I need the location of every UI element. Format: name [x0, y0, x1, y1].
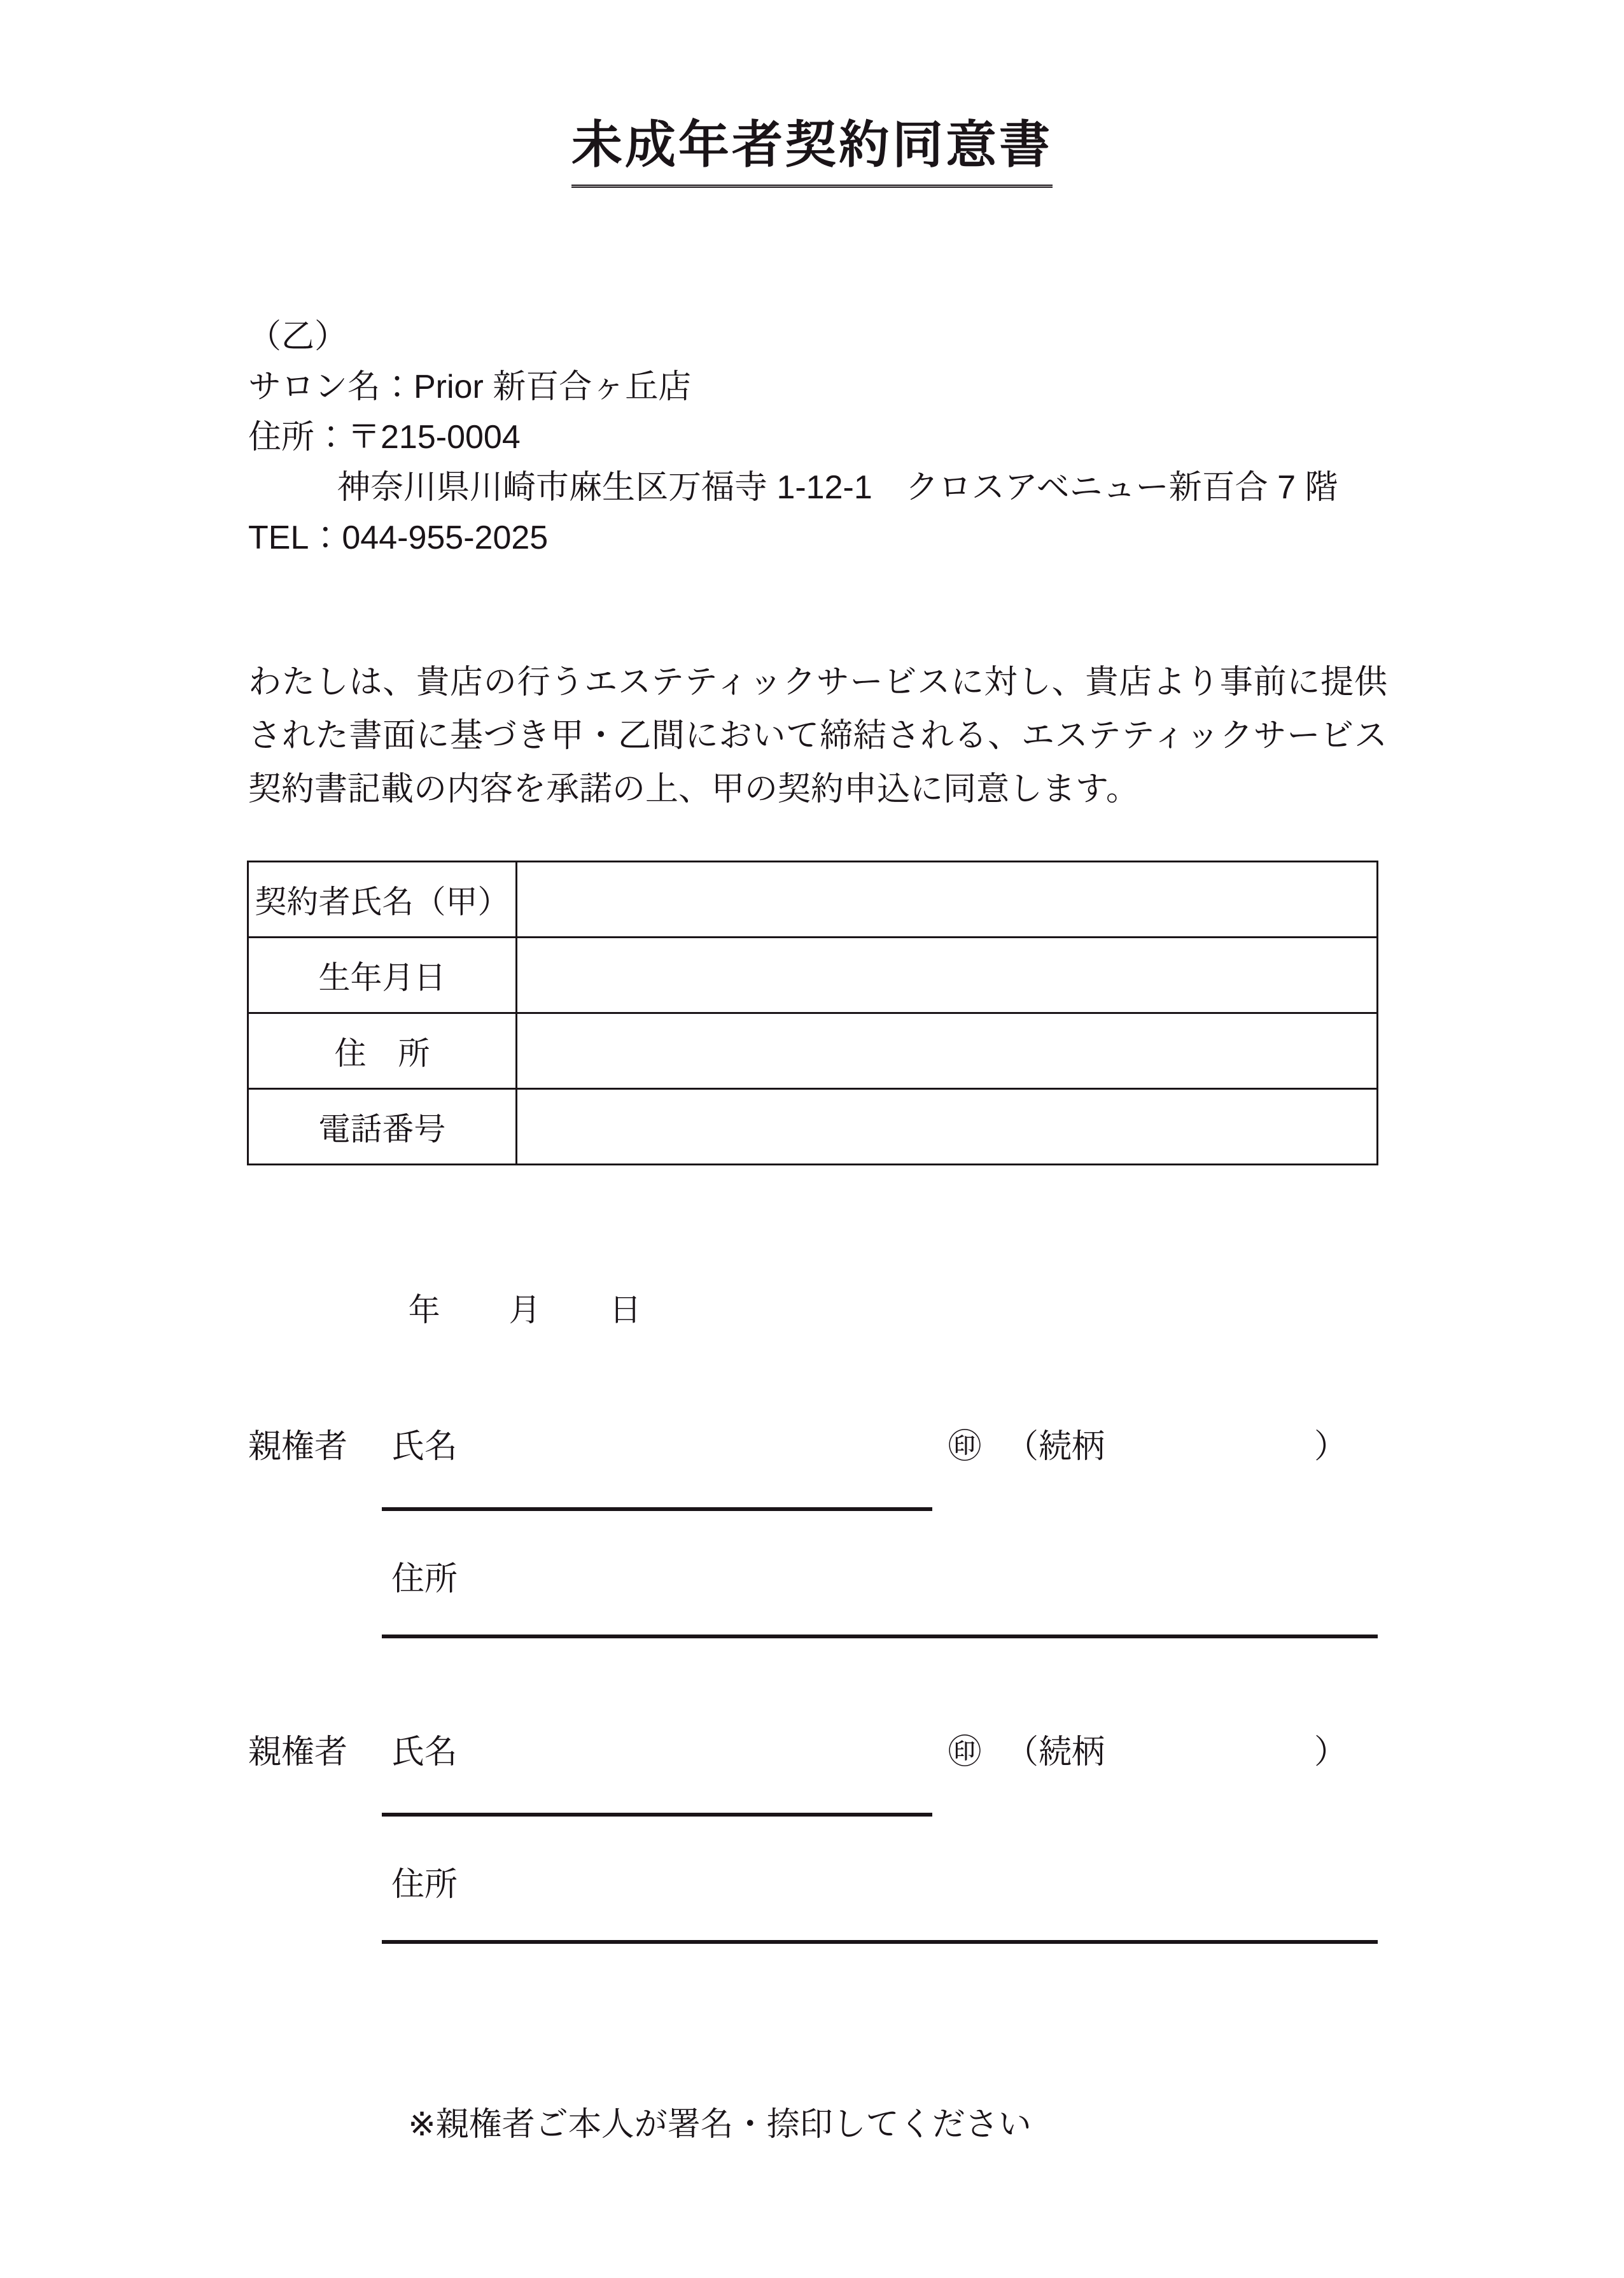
date-entry-line	[248, 1248, 641, 1367]
party-marker: （乙）	[248, 318, 348, 355]
row-label-contractor-name: 契約者氏名（甲）	[248, 862, 517, 938]
guardian-relation-close: ）	[1314, 1428, 1348, 1465]
guardian-block-1	[0, 1419, 1624, 1687]
table-row	[248, 862, 1378, 938]
guardian-address-writing-line[interactable]	[382, 1940, 1378, 1944]
guardian-role-label: 親権者	[248, 1734, 348, 1771]
salon-address-line: 神奈川県川崎市麻生区万福寺 1-12-1 クロスアベニュー新百合 7 階	[337, 469, 1338, 507]
footer-note: ※親権者ご本人が署名・捺印してください	[408, 2106, 1032, 2143]
consent-paragraph: わたしは、貴店の行うエステティックサービスに対し、貴店より事前に提供された書面に基づき甲・乙間において締結される、エステティックサービス契約書記載の内容を承諾の上、甲の契約申込に同意します。	[248, 664, 1387, 808]
guardian-relation-close: ）	[1314, 1734, 1348, 1771]
row-label-birthdate: 生年月日	[248, 938, 517, 1013]
row-value-contractor-name[interactable]	[517, 862, 1378, 938]
guardian-address-label: 住所	[391, 1866, 458, 1903]
date-day-label: 日	[609, 1292, 641, 1328]
contractor-info-table	[247, 861, 1378, 1165]
date-month-label: 月	[508, 1292, 541, 1328]
salon-tel-line: TEL：044-955-2025	[248, 519, 549, 557]
guardian-role-label: 親権者	[248, 1428, 348, 1465]
guardian-block-2	[0, 1725, 1624, 1992]
seal-icon: ㊞	[948, 1734, 982, 1771]
guardian-relation-open: （続柄	[1005, 1734, 1105, 1771]
guardian-address-label: 住所	[391, 1561, 458, 1598]
date-year-label: 年	[408, 1292, 440, 1328]
party-block-otsu	[248, 312, 1338, 563]
salon-postal-line: 住所：〒215-0004	[248, 419, 521, 456]
guardian-relation-open: （続柄	[1005, 1428, 1105, 1465]
row-value-birthdate[interactable]	[517, 938, 1378, 1013]
table-row	[248, 1089, 1378, 1165]
row-label-address: 住 所	[248, 1013, 517, 1089]
row-label-phone: 電話番号	[248, 1089, 517, 1165]
seal-icon: ㊞	[948, 1428, 982, 1465]
row-value-phone[interactable]	[517, 1089, 1378, 1165]
guardian-name-label: 氏名	[391, 1428, 458, 1465]
guardian-name-writing-line[interactable]	[382, 1507, 932, 1511]
table-row	[248, 1013, 1378, 1089]
guardian-name-writing-line[interactable]	[382, 1813, 932, 1817]
page-title: 未成年者契約同意書	[571, 115, 1053, 188]
salon-name-line: サロン名：Prior 新百合ヶ丘店	[248, 369, 692, 406]
title-container	[0, 115, 1624, 188]
table-row	[248, 938, 1378, 1013]
row-value-address[interactable]	[517, 1013, 1378, 1089]
guardian-address-writing-line[interactable]	[382, 1635, 1378, 1638]
footer-note-container	[0, 2097, 1624, 2145]
guardian-name-label: 氏名	[391, 1734, 458, 1771]
